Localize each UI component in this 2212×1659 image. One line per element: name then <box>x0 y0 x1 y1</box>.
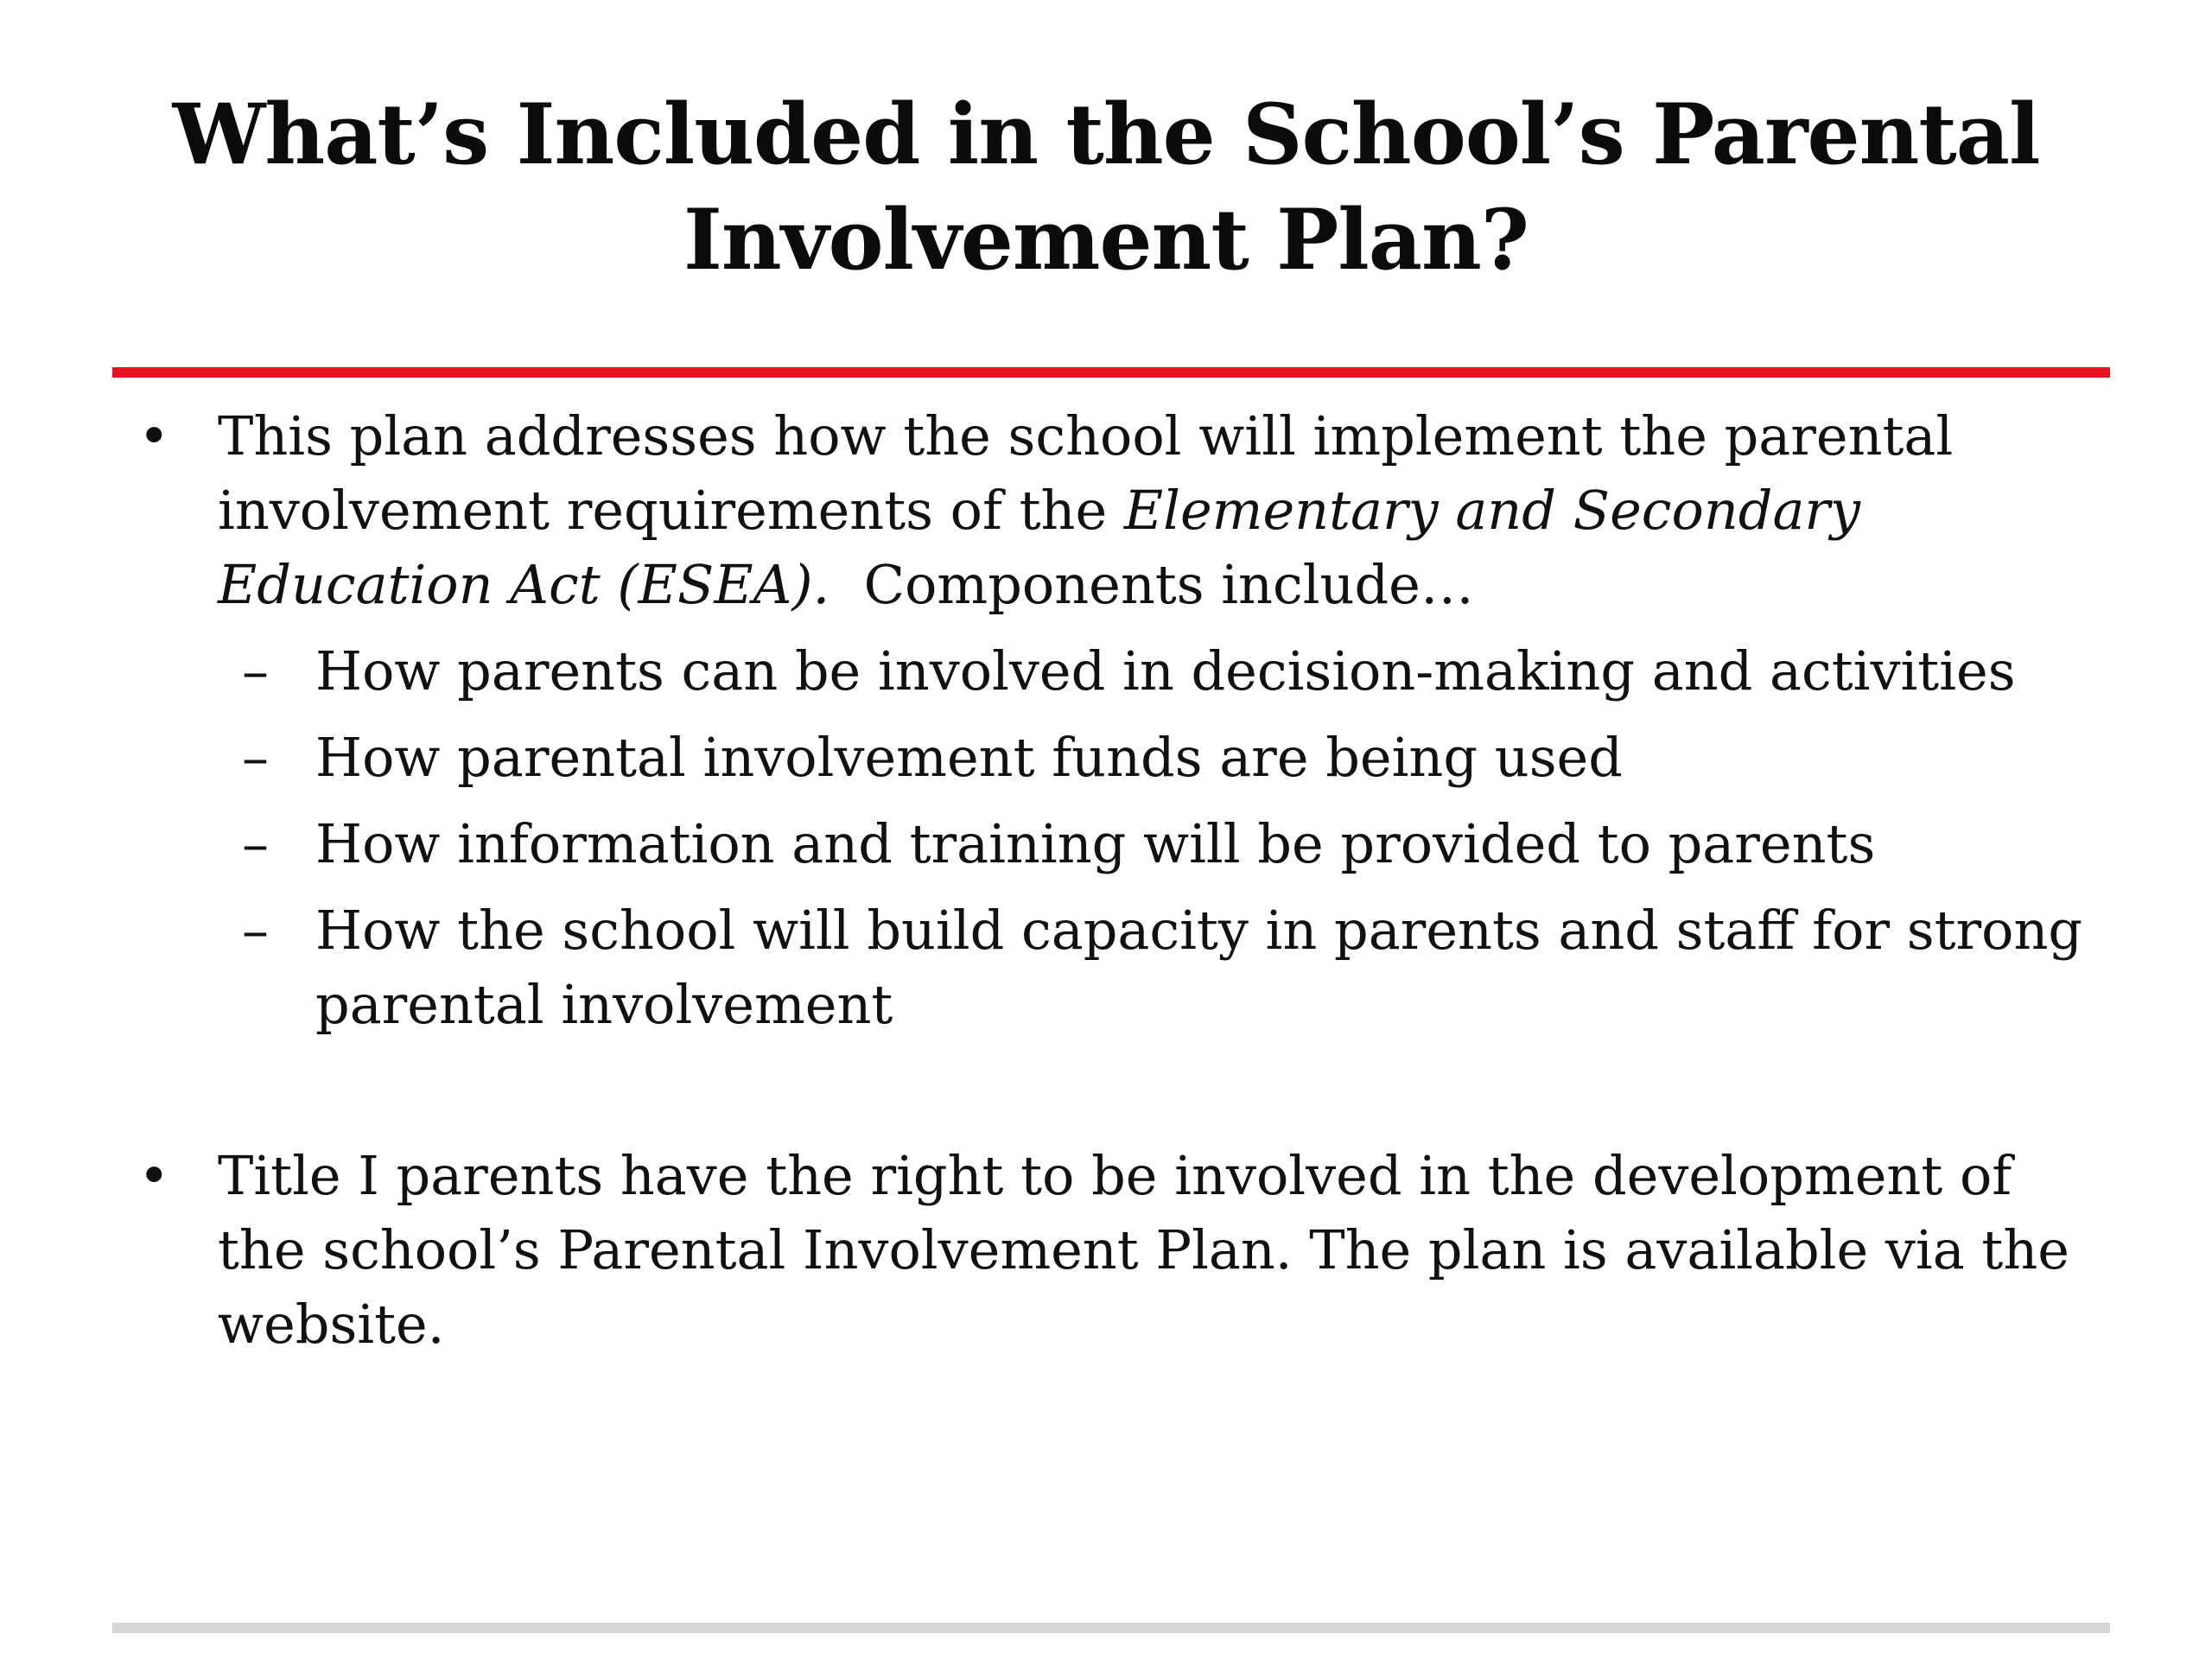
sub-bullet-text: How parents can be involved in decision-making and activities <box>315 639 2016 702</box>
slide-title-line-1: What’s Included in the School’s Parental <box>172 86 2040 183</box>
sub-bullet-item <box>130 807 2108 881</box>
slide-title-line-2: Involvement Plan? <box>683 191 1529 289</box>
bullet-marker: • <box>138 1144 170 1207</box>
bullet-item-plan-overview <box>130 399 2108 622</box>
sub-bullet-marker: – <box>242 639 269 702</box>
bullet-text-act-name: Elementary and Secondary Education Act (ESEA). <box>218 479 1861 616</box>
sub-bullet-text: How parental involvement funds are being used <box>315 726 1623 789</box>
sub-bullet-marker: – <box>242 726 269 789</box>
sub-bullet-marker: – <box>242 899 269 962</box>
title-divider-rule <box>112 367 2110 378</box>
bullet-marker: • <box>138 404 170 467</box>
slide-body <box>130 399 2108 1362</box>
slide-title <box>112 82 2100 293</box>
bullet-text-intro: This plan addresses how the school will implement the parental involvement requirements of the <box>218 404 1954 542</box>
sub-bullet-text: How the school will build capacity in parents and staff for strong parental involvement <box>315 899 2083 1036</box>
bullet-text-parent-rights: Title I parents have the right to be involved in the development of the school’s Parental Involvement Plan. The plan is available via the website. <box>218 1144 2069 1356</box>
sub-bullet-item <box>130 893 2108 1042</box>
footer-divider-rule <box>112 1623 2110 1633</box>
sub-bullet-marker: – <box>242 812 269 875</box>
bullet-text-components: Components include… <box>830 553 1474 616</box>
sub-bullet-item <box>130 634 2108 709</box>
sub-bullet-item <box>130 721 2108 795</box>
sub-bullet-list <box>130 634 2108 1042</box>
bullet-item-parent-rights <box>130 1139 2108 1362</box>
sub-bullet-text: How information and training will be provided to parents <box>315 812 1876 875</box>
